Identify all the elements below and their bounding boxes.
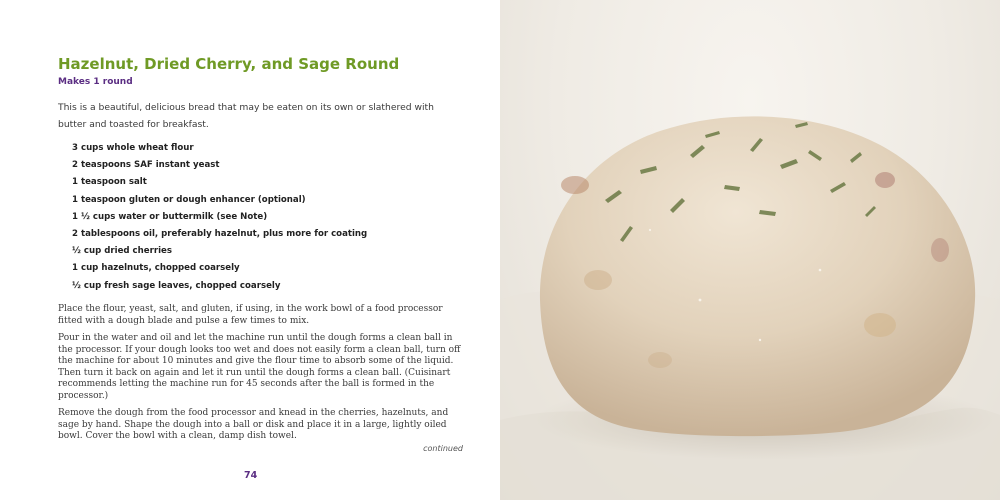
recipe-title: Hazelnut, Dried Cherry, and Sage Round <box>58 55 400 73</box>
ingredient-item: 1 cup hazelnuts, chopped coarsely <box>72 263 240 274</box>
continued-label: continued <box>423 444 463 453</box>
ingredient-item: 1 teaspoon gluten or dough enhancer (optional) <box>72 194 306 205</box>
method-step: Place the flour, yeast, salt, and gluten, if using, in the work bowl of a food processor fitted with a dough blade and pulse a few times to mix. <box>58 304 443 326</box>
method-step: Pour in the water and oil and let the machine run until the dough forms a clean ball in the processor. If your dough looks too wet and does not easily form a clean ball, turn off the machine for about 10 minutes and give the flour time to absorb some of the liquid. Then turn it back on again and let it run until the dough forms a clean ball. (Cuisinart recommends letting the machine run for 45 seconds after the ball is formed in the processor.) <box>58 333 461 401</box>
ingredient-item: ½ cup dried cherries <box>72 246 172 257</box>
ingredient-item: ½ cup fresh sage leaves, chopped coarsely <box>72 280 281 291</box>
method-step: Remove the dough from the food processor and knead in the cherries, hazelnuts, and sage by hand. Shape the dough into a ball or disk and place it in a large, lightly oiled bowl. Cover the bowl with a clean, damp dish towel. <box>58 408 449 441</box>
ingredient-item: 3 cups whole wheat flour <box>72 143 194 153</box>
bread-photo-page <box>500 0 1000 500</box>
recipe-yield: Makes 1 round <box>58 77 133 87</box>
method-section <box>58 304 468 449</box>
bread-photo <box>500 0 1000 500</box>
ingredient-item: 1 ½ cups water or buttermilk (see Note) <box>72 211 268 222</box>
ingredient-item: 1 teaspoon salt <box>72 177 147 188</box>
ingredient-item: 2 tablespoons oil, preferably hazelnut, plus more for coating <box>72 229 368 240</box>
page-number: 74 <box>244 470 258 481</box>
ingredient-list <box>72 140 367 295</box>
ingredient-item: 2 teaspoons SAF instant yeast <box>72 160 220 171</box>
recipe-intro: This is a beautiful, delicious bread that may be eaten on its own or slathered with butter and toasted for breakfast. <box>58 102 434 130</box>
